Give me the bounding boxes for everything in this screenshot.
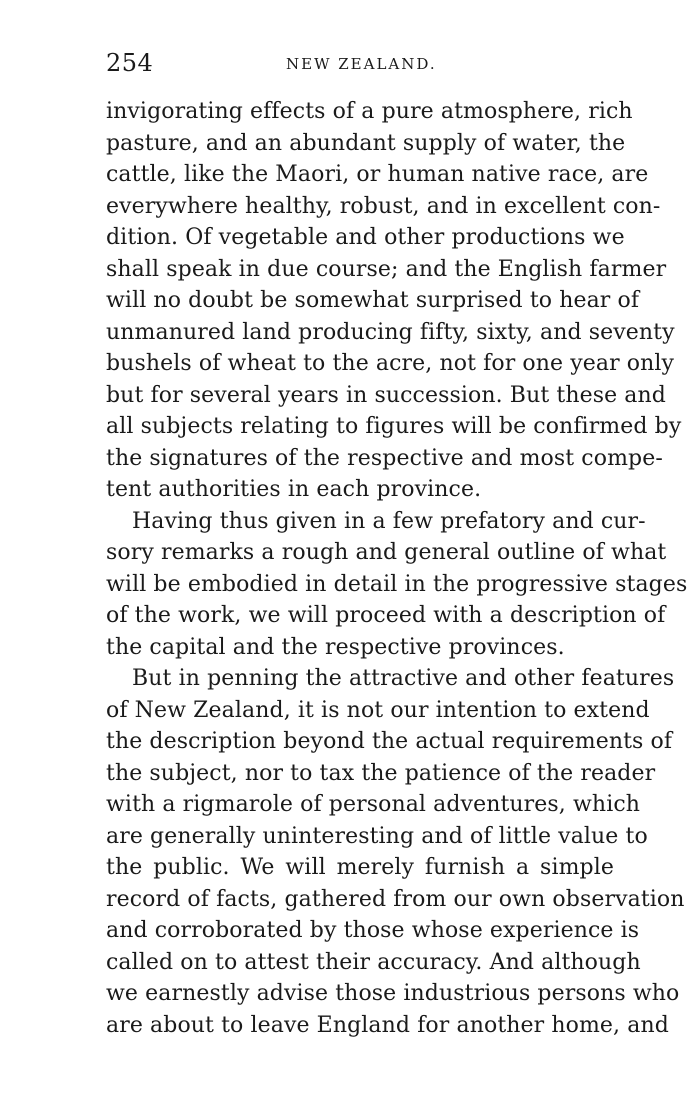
text-line: invigorating effects of a pure atmosphere, rich (106, 99, 633, 124)
page-number: 254 (106, 49, 154, 77)
text-line: everywhere healthy, robust, and in excellent con- (106, 193, 661, 219)
text-line: we earnestly advise those industrious persons who (106, 981, 680, 1006)
text-line: are generally uninteresting and of little value to (106, 823, 648, 849)
text-line: the signatures of the respective and most compe- (106, 445, 663, 471)
paragraph-2 (106, 506, 688, 664)
paragraph-3 (106, 663, 685, 1041)
text-line: the public. We will merely furnish a simple (106, 855, 614, 880)
text-line: dition. Of vegetable and other productions we (106, 225, 625, 250)
text-line: tent authorities in each province. (106, 477, 482, 502)
text-line: bushels of wheat to the acre, not for one year only (106, 351, 675, 376)
text-line: but for several years in succession. But these and (106, 382, 666, 408)
text-line: will be embodied in detail in the progressive stages (106, 571, 688, 597)
text-line: pasture, and an abundant supply of water, the (106, 130, 626, 156)
text-line: will no doubt be somewhat surprised to hear of (106, 288, 640, 313)
paragraph-1 (106, 96, 682, 506)
text-line: unmanured land producing fifty, sixty, and seventy (106, 319, 675, 345)
text-line: cattle, like the Maori, or human native race, are (106, 162, 649, 187)
text-line: the capital and the respective provinces. (106, 634, 565, 660)
body-text (106, 96, 688, 1041)
text-line: But in penning the attractive and other features (132, 666, 675, 691)
text-line: are about to leave England for another home, and (106, 1012, 669, 1038)
text-line: shall speak in due course; and the English farmer (106, 256, 667, 282)
text-line: Having thus given in a few prefatory and cur- (132, 508, 646, 534)
text-line: of New Zealand, it is not our intention to extend (106, 697, 650, 723)
text-line: the subject, nor to tax the patience of the reader (106, 760, 656, 786)
text-line: record of facts, gathered from our own observation (106, 886, 685, 912)
text-line: with a rigmarole of personal adventures, which (106, 792, 641, 817)
text-line: of the work, we will proceed with a description of (106, 603, 666, 628)
running-title: NEW ZEALAND. (286, 55, 437, 73)
running-head (106, 48, 614, 82)
text-line: called on to attest their accuracy. And although (106, 949, 641, 975)
text-line: all subjects relating to figures will be confirmed by (106, 414, 682, 439)
text-line: sory remarks a rough and general outline of what (106, 540, 667, 565)
text-line: and corroborated by those whose experience is (106, 918, 640, 943)
text-line: the description beyond the actual requirements of (106, 729, 673, 754)
